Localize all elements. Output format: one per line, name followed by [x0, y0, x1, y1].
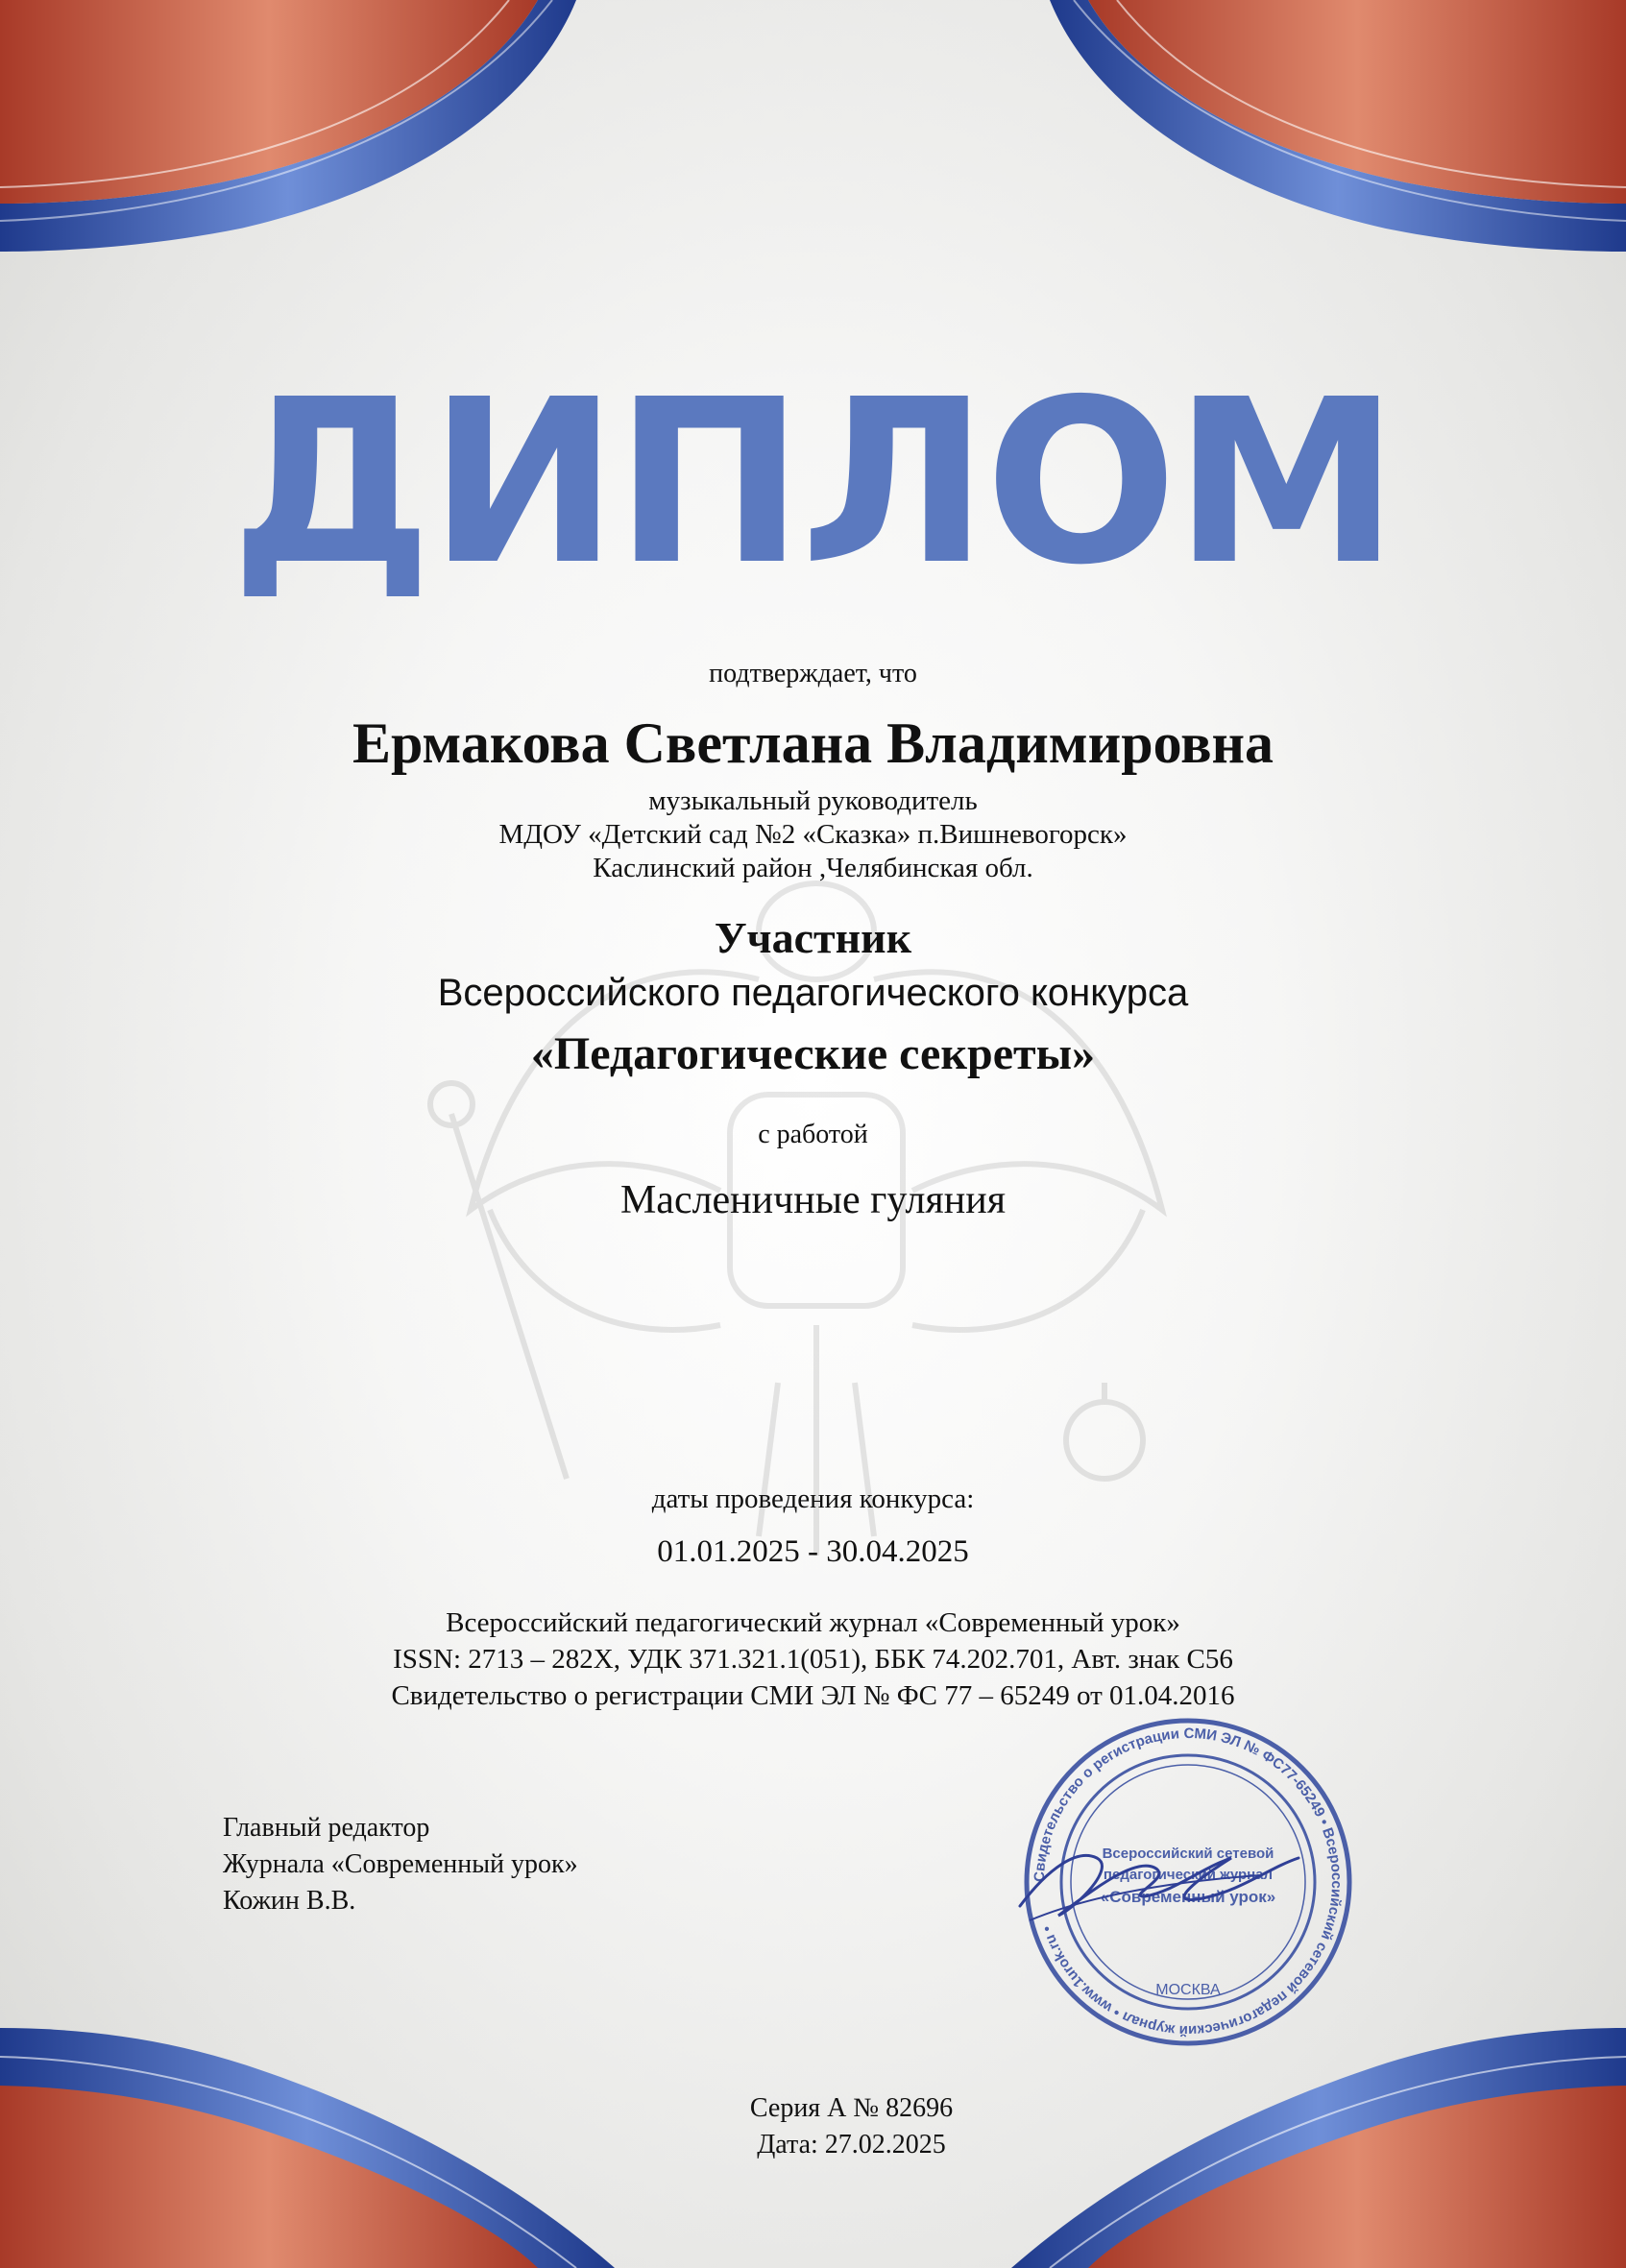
diploma-series: Серия А № 82696 [749, 2093, 954, 2123]
journal-issn: ISSN: 2713 – 282X, УДК 371.321.1(051), ББК 74.202.701, Авт. знак С56 [393, 1644, 1233, 1675]
diploma-date: Дата: 27.02.2025 [757, 2130, 946, 2159]
recipient-position: музыкальный руководитель [648, 785, 978, 816]
stamp-center-line1: Всероссийский сетевой [1102, 1846, 1274, 1862]
confirms-text: подтверждает, что [709, 659, 917, 688]
participant-status: Участник [714, 913, 912, 962]
contest-dates-value: 01.01.2025 - 30.04.2025 [657, 1534, 969, 1569]
stamp-city: МОСКВА [1155, 1982, 1221, 1998]
contest-name: «Педагогические секреты» [530, 1028, 1096, 1079]
diploma-title: ДИПЛОМ [231, 350, 1395, 615]
contest-dates-label: даты проведения конкурса: [651, 1484, 975, 1514]
journal-stamp [1010, 1714, 1366, 2050]
journal-name: Всероссийский педагогический журнал «Современный урок» [446, 1607, 1180, 1638]
recipient-region: Каслинский район ,Челябинская обл. [593, 853, 1033, 883]
media-registration: Свидетельство о регистрации СМИ ЭЛ № ФС 77 – 65249 от 01.04.2016 [391, 1680, 1235, 1711]
editor-title: Главный редактор [223, 1813, 430, 1843]
stamp-center-line3: «Современный урок» [1100, 1888, 1276, 1906]
recipient-organization: МДОУ «Детский сад №2 «Сказка» п.Вишневогорск» [498, 819, 1128, 850]
contest-type: Всероссийского педагогического конкурса [437, 972, 1189, 1014]
stamp-outer-text: Свидетельство о регистрации СМИ ЭЛ № ФС77-65249 • Всероссийский сетевой педагогический журнал • www.1urok.ru • [1031, 1725, 1346, 2039]
editor-journal: Журнала «Современный урок» [223, 1849, 578, 1879]
stamp-center-line2: педагогический журнал [1103, 1867, 1274, 1883]
with-work-label: с работой [758, 1120, 868, 1149]
work-title: Масленичные гуляния [619, 1178, 1007, 1222]
top-ribbon-decoration [0, 0, 1626, 269]
editor-name: Кожин В.В. [223, 1886, 356, 1916]
recipient-name: Ермакова Светлана Владимировна [352, 712, 1274, 775]
